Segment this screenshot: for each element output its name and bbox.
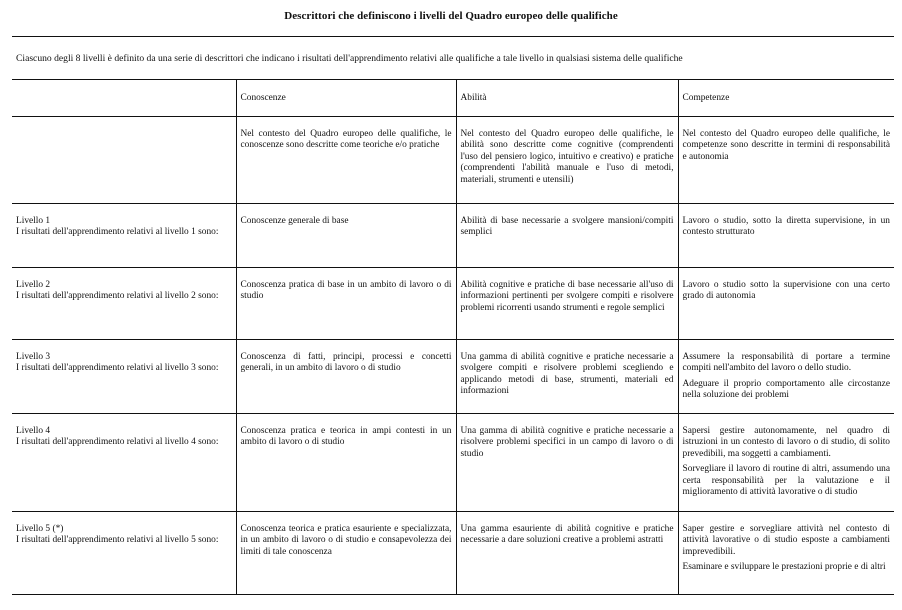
- level-row: [12, 339, 894, 413]
- level-skills: Abilità cognitive e pratiche di base necessarie all'uso di informazioni pertinenti per svolgere compiti e risolvere problemi ricorrenti usando strumenti e regole semplici: [456, 267, 678, 339]
- level-skills: Una gamma esauriente di abilità cognitive e pratiche necessarie a dare soluzioni creative a problemi astratti: [456, 511, 678, 594]
- header-knowledge: Conoscenze: [236, 80, 456, 116]
- level-competences: [678, 339, 894, 413]
- level-description: I risultati dell'apprendimento relativi al livello 2 sono:: [16, 291, 219, 302]
- level-description: I risultati dell'apprendimento relativi al livello 5 sono:: [16, 535, 219, 546]
- header-competences: Competenze: [678, 80, 894, 116]
- eqf-descriptors-table: [12, 80, 894, 595]
- level-competences: [678, 203, 894, 267]
- definition-competences: Nel contesto del Quadro europeo delle qualifiche, le competenze sono descritte in termini di responsabilità e autonomia: [678, 116, 894, 203]
- level-description: I risultati dell'apprendimento relativi al livello 3 sono:: [16, 363, 219, 374]
- level-knowledge: Conoscenza pratica e teorica in ampi contesti in un ambito di lavoro o di studio: [236, 413, 456, 511]
- document-title: Descrittori che definiscono i livelli del Quadro europeo delle qualifiche: [284, 10, 618, 22]
- level-competences: [678, 511, 894, 594]
- level-description: I risultati dell'apprendimento relativi al livello 4 sono:: [16, 437, 219, 448]
- definition-knowledge: Nel contesto del Quadro europeo delle qualifiche, le conoscenze sono descritte come teoriche e/o pratiche: [236, 116, 456, 203]
- level-description: I risultati dell'apprendimento relativi al livello 1 sono:: [16, 227, 219, 238]
- level-row: [12, 511, 894, 594]
- level-name: Livello 5 (*): [16, 523, 64, 534]
- level-label-cell: [12, 511, 236, 594]
- level-knowledge: Conoscenze generale di base: [236, 203, 456, 267]
- level-label-cell: [12, 413, 236, 511]
- level-skills: Una gamma di abilità cognitive e pratiche necessarie a risolvere problemi specifici in un campo di lavoro o di studio: [456, 413, 678, 511]
- competence-paragraph: Sorvegliare il lavoro di routine di altri, assumendo una certa responsabilità per la valutazione e il miglioramento di attività lavorative o di studio: [682, 464, 890, 498]
- header-cell-empty: [12, 80, 236, 116]
- intro-text: Ciascuno degli 8 livelli è definito da una serie di descrittori che indicano i risultati dell'apprendimento relativi alle qualifiche a tale livello in qualsiasi sistema delle qualifiche: [16, 53, 683, 64]
- level-name: Livello 4: [16, 425, 51, 436]
- level-knowledge: Conoscenza teorica e pratica esauriente e specializzata, in un ambito di lavoro o di studio e consapevolezza dei limiti di tale conoscenza: [236, 511, 456, 594]
- competence-paragraph: Sapersi gestire autonomamente, nel quadro di istruzioni in un contesto di lavoro o di studio, di solito prevedibili, ma soggetti a cambiamenti.: [682, 425, 890, 459]
- level-name: Livello 3: [16, 351, 51, 362]
- competence-paragraph: Adeguare il proprio comportamento alle circostanze nella soluzione dei problemi: [682, 378, 890, 401]
- definition-skills: Nel contesto del Quadro europeo delle qualifiche, le abilità sono descritte come cognitive (comprendenti l'uso del pensiero logico, intuitivo e creativo) e pratiche (comprendenti l'abilità manuale e l'uso di metodi, materiali, strumenti e utensili): [456, 116, 678, 203]
- competence-paragraph: Assumere la responsabilità di portare a termine compiti nell'ambito del lavoro o dello studio.: [682, 351, 890, 374]
- header-row: [12, 80, 894, 116]
- competence-paragraph: Saper gestire e sorvegliare attività nel contesto di attività lavorative o di studio esposte a cambiamenti imprevedibili.: [682, 523, 890, 557]
- level-name: Livello 2: [16, 279, 51, 290]
- header-skills: Abilità: [456, 80, 678, 116]
- level-label-cell: [12, 267, 236, 339]
- definitions-label: [12, 116, 236, 203]
- level-skills: Una gamma di abilità cognitive e pratiche necessarie a svolgere compiti e risolvere problemi scegliendo e applicando metodi di base, strumenti, materiali ed informazioni: [456, 339, 678, 413]
- definitions-row: [12, 116, 894, 203]
- level-row: [12, 413, 894, 511]
- level-row: [12, 203, 894, 267]
- level-knowledge: Conoscenza di fatti, principi, processi e concetti generali, in un ambito di lavoro o di studio: [236, 339, 456, 413]
- level-row: [12, 267, 894, 339]
- level-label-cell: [12, 339, 236, 413]
- competence-paragraph: Lavoro o studio sotto la supervisione con una certo grado di autonomia: [682, 279, 890, 302]
- level-competences: [678, 413, 894, 511]
- level-knowledge: Conoscenza pratica di base in un ambito di lavoro o di studio: [236, 267, 456, 339]
- level-label-cell: [12, 203, 236, 267]
- competence-paragraph: Lavoro o studio, sotto la diretta supervisione, in un contesto strutturato: [682, 215, 890, 238]
- level-name: Livello 1: [16, 215, 51, 226]
- competence-paragraph: Esaminare e sviluppare le prestazioni proprie e di altri: [682, 562, 886, 573]
- level-competences: [678, 267, 894, 339]
- title-rule: [12, 36, 894, 37]
- level-skills: Abilità di base necessarie a svolgere mansioni/compiti semplici: [456, 203, 678, 267]
